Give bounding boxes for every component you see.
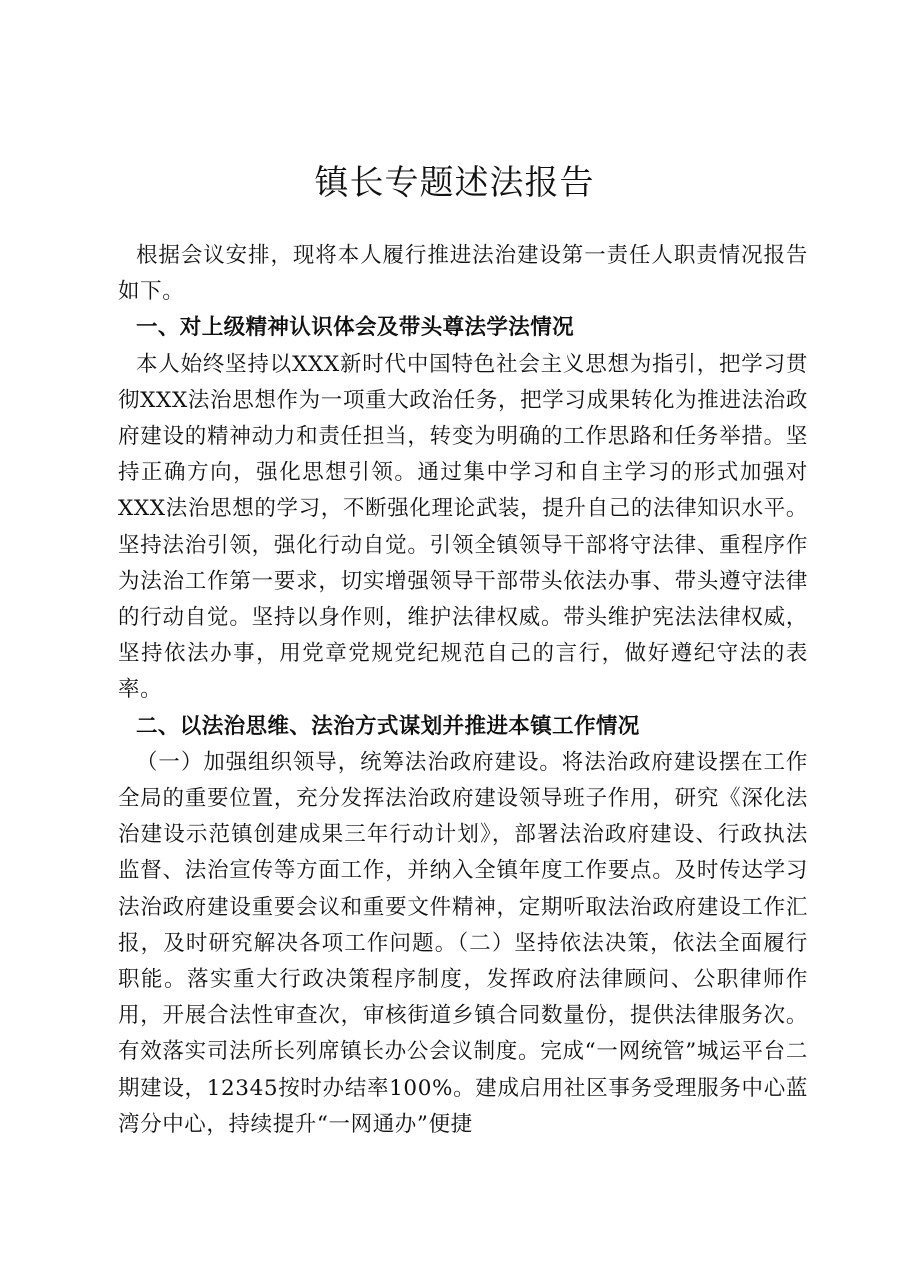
document-title: 镇长专题述法报告: [314, 163, 595, 203]
intro-paragraph: 根据会议安排，现将本人履行推进法治建设第一责任人职责情况报告如下。: [118, 243, 808, 305]
section-1-heading: 一、对上级精神认识体会及带头尊法学法情况: [136, 315, 575, 341]
document-body: [118, 238, 808, 1143]
section-2-heading: 二、以法治思维、法治方式谋划并推进本镇工作情况: [136, 713, 640, 739]
section-1-paragraph: 本人始终坚持以XXX新时代中国特色社会主义思想为指引，把学习贯彻XXX法治思想作为一项重大政治任务，把学习成果转化为推进法治政府建设的精神动力和责任担当，转变为明确的工作思路和任务举措。坚持正确方向，强化思想引领。通过集中学习和自主学习的形式加强对XXX法治思想的学习，不断强化理论武装，提升自己的法律知识水平。坚持法治引领，强化行动自觉。引领全镇领导干部将守法律、重程序作为法治工作第一要求，切实增强领导干部带头依法办事、带头遵守法律的行动自觉。坚持以身作则，维护法律权威。带头维护宪法法律权威，坚持依法办事，用党章党规党纪规范自己的言行，做好遵纪守法的表率。: [118, 351, 808, 703]
section-2-paragraph: （一）加强组织领导，统筹法治政府建设。将法治政府建设摆在工作全局的重要位置，充分发挥法治政府建设领导班子作用，研究《深化法治建设示范镇创建成果三年行动计划》，部署法治政府建设、行政执法监督、法治宣传等方面工作，并纳入全镇年度工作要点。及时传达学习法治政府建设重要会议和重要文件精神，定期听取法治政府建设工作汇报，及时研究解决各项工作问题。（二）坚持依法决策，依法全面履行职能。落实重大行政决策程序制度，发挥政府法律顾问、公职律师作用，开展合法性审查次，审核街道乡镇合同数量份，提供法律服务次。有效落实司法所长列席镇长办公会议制度。完成“一网统管”城运平台二期建设，12345按时办结率100%。建成启用社区事务受理服务中心蓝湾分中心，持续提升“一网通办”便捷: [118, 749, 808, 1137]
